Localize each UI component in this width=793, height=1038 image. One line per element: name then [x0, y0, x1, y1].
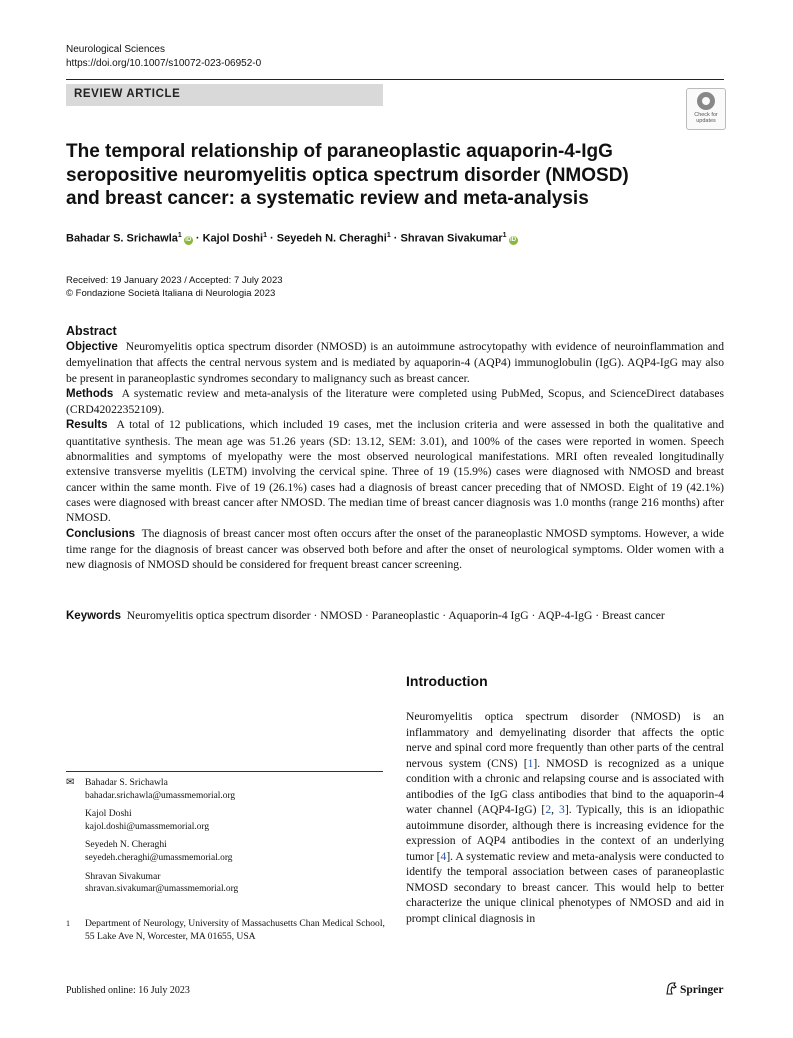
orcid-icon[interactable]: iD	[185, 236, 192, 243]
contact-name: Kajol Doshi	[85, 808, 132, 820]
springer-horse-icon	[665, 982, 677, 995]
affiliation-text: Department of Neurology, University of Massachusetts Chan Medical School, 55 Lake Ave N, Worcester, MA 01655, USA	[85, 918, 385, 942]
abstract-section	[66, 386, 724, 418]
publisher-logo	[665, 982, 723, 996]
envelope-icon: ✉	[66, 777, 75, 788]
abstract-heading: Abstract	[66, 324, 117, 338]
journal-name: Neurological Sciences	[66, 44, 165, 55]
doi-link[interactable]: https://doi.org/10.1007/s10072-023-06952-0	[66, 58, 262, 69]
keywords	[66, 608, 724, 625]
contact-email[interactable]: bahadar.srichawla@umassmemorial.org	[85, 790, 236, 801]
contact-email[interactable]: seyedeh.cheraghi@umassmemorial.org	[85, 852, 233, 863]
introduction-heading: Introduction	[406, 673, 488, 689]
contact-email[interactable]: kajol.doshi@umassmemorial.org	[85, 821, 210, 832]
contact-entry	[66, 777, 386, 802]
author-name: Kajol Doshi	[202, 232, 264, 245]
abstract-section-text: The diagnosis of breast cancer most often occurs after the onset of the paraneoplastic NMOSD symptoms. However, a wide time range for the diagnosis of breast cancer was observed both before and after the onset of neurological symptoms. Older women with a new diagnosis of NMOSD should be considered for frequent breast cancer screening.	[66, 526, 725, 572]
contact-name: Shravan Sivakumar	[85, 870, 161, 882]
check-updates-label: Check for updates	[694, 112, 718, 124]
check-for-updates-badge[interactable]	[686, 88, 726, 130]
author-affiliation-mark: 1	[502, 232, 507, 239]
affiliation	[66, 918, 386, 944]
orcid-icon[interactable]: iD	[510, 236, 517, 243]
author-separator: ·	[192, 232, 203, 245]
header-rule	[66, 79, 724, 80]
author-contacts	[66, 777, 386, 902]
author-affiliation-mark: 1	[263, 232, 267, 239]
footnote-rule	[66, 771, 383, 772]
article-title: The temporal relationship of paraneoplastic aquaporin-4-IgG seropositive neuromyelitis optica spectrum disorder (NMOSD) and breast cancer: a systematic review and meta-analysis	[66, 141, 629, 209]
abstract-section-text: A total of 12 publications, which included 19 cases, met the inclusion criteria and were assessed in both the qualitative and quantitative synthesis. The mean age was 51.26 years (SD: 13.12, SEM: 3.01), and 100% of the cases were reported in women. Speech abnormalities and symptoms of myelopathy were the most observed neurological manifestations. MRI often revealed longitudinally extensive transverse myelitis (LETM) involving the cervical spine. Three of 19 (15.9%) cases were diagnosed with NMOSD and breast cancer within the same month. Five of 19 (26.1%) cases had a diagnosis of breast cancer preceding that of NMOSD. Eight of 19 (42.1%) cases were diagnosed with breast cancer after NMOSD. The median time of breast cancer diagnosis was 1.0 months (range 216 months) after NMOSD.	[66, 418, 724, 525]
contact-entry	[66, 839, 386, 864]
abstract-section-text: Neuromyelitis optica spectrum disorder (NMOSD) is an autoimmune astrocytopathy with evidence of neuroinflammation and demyelination that affects the central nervous system and is mediated by aquaporin-4 (AQP4) immunoglobulin (IgG). AQP4-IgG may also be present in paraneoplastic syndromes secondary to malignancy such as breast cancer.	[66, 340, 725, 385]
author-affiliation-mark: 1	[386, 232, 391, 239]
article-type: REVIEW ARTICLE	[74, 88, 181, 100]
affiliation-number: 1	[66, 919, 70, 928]
contact-entry	[66, 871, 386, 896]
citation-link[interactable]: 2	[545, 803, 552, 816]
publisher-name: Springer	[680, 984, 724, 996]
abstract-section	[66, 526, 724, 573]
author-name: Shravan Sivakumar	[400, 232, 503, 245]
contact-entry	[66, 808, 386, 833]
author-name: Bahadar S. Srichawla	[66, 232, 178, 245]
keywords-label: Keywords	[66, 610, 121, 622]
abstract-section	[66, 339, 724, 386]
citation-link[interactable]: 3	[559, 803, 565, 816]
author-affiliation-mark: 1	[177, 232, 182, 239]
author-name: Seyedeh N. Cheraghi	[276, 232, 387, 245]
abstract-section-label: Results	[66, 419, 108, 432]
check-updates-icon	[697, 92, 715, 110]
copyright-notice: © Fondazione Società Italiana di Neurologia 2023	[66, 288, 276, 299]
abstract-body	[66, 339, 724, 572]
contact-name: Bahadar S. Srichawla	[85, 777, 168, 788]
citation-link[interactable]: 4	[440, 849, 447, 863]
abstract-section	[66, 417, 724, 525]
keywords-text: Neuromyelitis optica spectrum disorder · NMOSD · Paraneoplastic · Aquaporin-4 IgG · AQP-4-IgG · Breast cancer	[126, 609, 665, 622]
received-accepted-dates: Received: 19 January 2023 / Accepted: 7 July 2023	[66, 275, 283, 286]
contact-name: Seyedeh N. Cheraghi	[85, 839, 167, 851]
introduction-text: Neuromyelitis optica spectrum disorder (NMOSD) is an inflammatory and demyelinating disorder that affects the optic nerve and spinal cord more frequently than other parts of the central nervous system (CNS) [1]. NMOSD is recognized as a unique condition with a chronic and relapsing course and is associated with antibodies of the IgG class antibodies that bind to the aquaporin-4 water channel (AQP4-IgG) [2, 3]. Typically, this is an idiopathic autoimmune disorder, although there is increasing evidence for the expression of AQP4 antibodies in the context of an underlying tumor [4]. A systematic review and meta-analysis were conducted to identify the temporal association between cases of paraneoplastic NMOSD secondary to breast cancer. This would help to better characterize the unique clinical phenotypes of NMOSD and aid in prompt clinical diagnosis in	[406, 710, 724, 925]
author-separator: ·	[390, 232, 401, 245]
published-online: Published online: 16 July 2023	[66, 985, 190, 996]
author-separator: ·	[267, 232, 277, 245]
citation-link[interactable]: 1	[527, 756, 534, 770]
abstract-section-text: A systematic review and meta-analysis of the literature were completed using PubMed, Scopus, and ScienceDirect databases (CRD42022352109).	[66, 386, 724, 417]
abstract-section-label: Methods	[66, 387, 114, 400]
contact-email[interactable]: shravan.sivakumar@umassmemorial.org	[85, 884, 239, 895]
abstract-section-label: Conclusions	[66, 527, 136, 540]
author-list	[66, 232, 518, 245]
abstract-section-label: Objective	[66, 341, 118, 353]
